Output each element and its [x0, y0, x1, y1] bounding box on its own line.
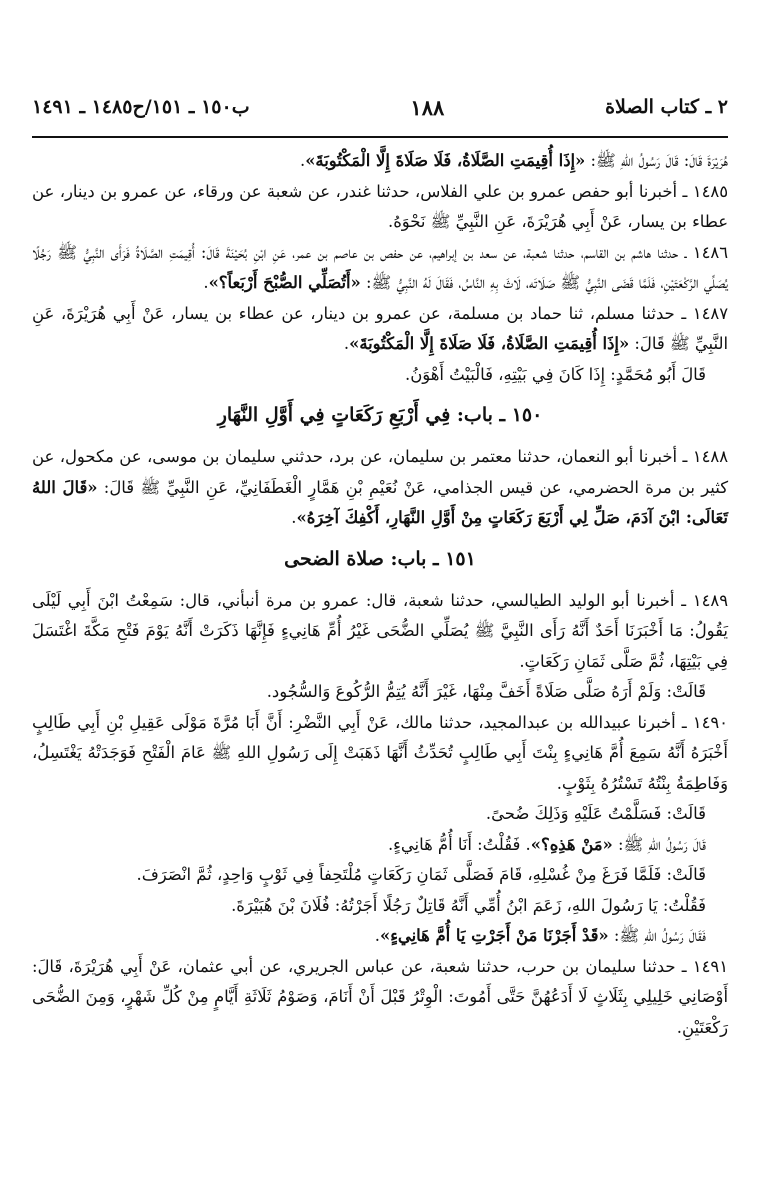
paragraph-text: قَالَ رَسُولُ اللهِ ﷺ: [612, 834, 706, 854]
hadith-paragraph [32, 442, 728, 534]
prophetic-quote: «إِذَا أُقِيمَتِ الصَّلَاةُ، فَلَا صَلَاةَ إِلَّا الْمَكْتُوبَةَ» [349, 334, 630, 353]
hadith-paragraph [32, 360, 728, 391]
paragraph-text: ١٤٩١ ـ حدثنا سليمان بن حرب، حدثنا شعبة، عن عباس الجريري، عن أبي عثمان، عَنْ أَبِي هُرَيْرَةَ، قَالَ: أَوْصَانِي خَلِيلِي بِثَلَاثٍ لَا أَدَعُهُنَّ حَتَّى أَمُوتَ: الْوِتْرُ قَبْلَ أَنْ أَنَامَ، وَصَوْمُ ثَلَاثَةِ أَيَّامٍ مِنْ كُلِّ شَهْرٍ، وَمِنَ الضُّحَى رَكْعَتَيْنِ. [32, 956, 728, 1037]
page-header [32, 92, 728, 122]
hadith-paragraph [32, 238, 728, 299]
paragraph-text: قَالَتْ: فَسَلَّمْتُ عَلَيْهِ وَذَلِكَ ضُحىً. [485, 804, 706, 823]
section-intro [32, 146, 728, 390]
prophetic-quote: «قَالَ اللهُ تَعَالَى: ابْنَ آدَمَ، صَلِّ لِي أَرْبَعَ رَكَعَاتٍ مِنْ أَوَّلِ النَّهَارِ، أَكْفِكَ آخِرَهُ» [32, 477, 728, 527]
prophetic-quote: «إِذَا أُقِيمَتِ الصَّلَاةُ، فَلَا صَلَاةَ إِلَّا الْمَكْتُوبَةَ» [305, 151, 586, 170]
paragraph-text: قَالَ أَبُو مُحَمَّدٍ: إِذَا كَانَ فِي بَيْتِهِ، فَالْبَيْتُ أَهْوَنُ. [405, 364, 706, 384]
section-151 [32, 586, 728, 1044]
paragraph-text: ١٤٨٨ ـ أخبرنا أبو النعمان، حدثنا معتمر بن سليمان، عن برد، حدثني سليمان بن موسى، عن مكحول، عن كثير بن مرة الحضرمي، عن قيس الجذامي، عَنْ نُعَيْمِ بْنِ هَمَّارٍ الْغَطَفَانِيِّ، عَنِ النَّبِيِّ ﷺ قَالَ: [32, 447, 729, 497]
paragraph-text: فَقُلْتُ: يَا رَسُولَ اللهِ، زَعَمَ ابْنُ أُمِّي أَنَّهُ قَاتِلٌ رَجُلًا أَجَرْتُهُ: فُلَانَ بْنَ هُبَيْرَةَ. [231, 895, 706, 915]
paragraph-text: . [299, 151, 306, 170]
paragraph-text: . [203, 273, 209, 292]
hadith-paragraph [32, 891, 728, 922]
hadith-paragraph [32, 830, 728, 861]
hadith-paragraph [32, 708, 728, 800]
paragraph-text: ١٤٨٦ ـ حدثنا هاشم بن القاسم، حدثنا شعبة، عن سعد بن إبراهيم، عن حفص بن عاصم بن عمر، عَنِ ابْنِ بُحَيْنَةَ قَالَ: أُقِيمَتِ الصَّلَاةُ فَرَأَى النَّبِيُّ ﷺ رَجُلًا يُصَلِّي الرَّكْعَتَيْنِ، فَلَمَّا قَضَى النَّبِيُّ ﷺ صَلَاتَه، لَاثَ بِهِ النَّاسُ، فَقَالَ لَهُ النَّبِيُّ ﷺ: [32, 242, 728, 292]
paragraph-text: ١٤٨٧ ـ حدثنا مسلم، ثنا حماد بن مسلمة، عن عمرو بن دينار، عن عطاء بن يسار، عَنْ أَبِي هُرَيْرَةَ، عَنِ النَّبِيِّ ﷺ قَالَ: [32, 303, 728, 353]
hadith-paragraph [32, 177, 728, 238]
prophetic-quote: «أَتُصَلِّي الصُّبْحَ أَرْبَعاً؟» [208, 273, 361, 292]
hadith-paragraph [32, 952, 728, 1044]
hadith-paragraph [32, 299, 728, 360]
paragraph-text: قَالَتْ: فَلَمَّا فَرَغَ مِنْ غُسْلِهِ، قَامَ فَصَلَّى ثَمَانِ رَكَعَاتٍ مُلْتَحِفاً فِي ثَوْبٍ وَاحِدٍ، ثُمَّ انْصَرَفَ. [136, 865, 706, 884]
header-rule [32, 136, 728, 138]
chapter-151-title: ١٥١ ـ باب: صلاة الضحى [284, 547, 476, 570]
hadith-paragraph [32, 799, 728, 830]
prophetic-quote: «مَنْ هَذِهِ؟» [530, 834, 613, 854]
header-book-title: ٢ ـ كتاب الصلاة [605, 96, 728, 118]
paragraph-text: قَالَتْ: وَلَمْ أَرَهُ صَلَّى صَلَاةً أَخَفَّ مِنْهَا، غَيْرَ أَنَّهُ يُتِمُّ الرُّكُوعَ وَالسُّجُود. [266, 682, 706, 701]
page-number: ١٨٨ [410, 94, 445, 120]
paragraph-text: ١٤٨٥ ـ أخبرنا أبو حفص عمرو بن علي الفلاس، حدثنا غندر، عن شعبة عن ورقاء، عن عمرو بن دينار، عن عطاء بن يسار، عَنْ أَبِي هُرَيْرَةَ، عَنِ النَّبِيِّ ﷺ نَحْوَهُ. [32, 181, 728, 231]
paragraph-text: هُرَيْرَةَ قَالَ: قَالَ رَسُولُ اللهِ ﷺ: [585, 151, 728, 170]
paragraph-text: . [291, 508, 297, 527]
hadith-paragraph [32, 586, 728, 678]
paragraph-text: فَقَالَ رَسُولُ اللهِ ﷺ: [608, 926, 706, 945]
chapter-150-title: ١٥٠ ـ باب: فِي أَرْبَعِ رَكَعَاتٍ فِي أَوَّلِ النَّهَارِ [217, 404, 543, 426]
paragraph-text: . فَقُلْتُ: أَنَا أُمُّ هَانِيءٍ. [387, 834, 531, 854]
hadith-paragraph [32, 146, 728, 177]
paragraph-text: . [343, 334, 350, 353]
header-range: ب١٥٠ ـ ١٥١/ح١٤٨٥ ـ ١٤٩١ [32, 96, 250, 118]
paragraph-text: ١٤٨٩ ـ أخبرنا أبو الوليد الطيالسي، حدثنا شعبة، قال: عمرو بن مرة أنبأني، قال: سَمِعْتُ ابْنَ أَبِي لَيْلَى يَقُولُ: مَا أَخْبَرَنَا أَحَدٌ أَنَّهُ رَأَى النَّبِيَّ ﷺ يُصَلِّي الضُّحَى غَيْرُ أُمِّ هَانِيءٍ فَإِنَّهَا ذَكَرَتْ أَنَّهُ يَوْمَ فَتْحِ مَكَّةَ اغْتَسَلَ فِي بَيْتِهَا، ثُمَّ صَلَّى ثَمَانِ رَكَعَاتٍ. [32, 590, 728, 671]
prophetic-quote: «قَدْ أَجَرْنَا مَنْ أَجَرْتِ يَا أُمَّ هَانِيءٍ» [379, 926, 609, 945]
paragraph-text: . [374, 926, 380, 945]
paragraph-text: ١٤٩٠ ـ أخبرنا عبيدالله بن عبدالمجيد، حدثنا مالك، عَنْ أَبِي النَّضْرِ: أَنَّ أَبَا مُرَّةَ مَوْلَى عَقِيلِ بْنِ أَبِي طَالِبٍ أَخْبَرَهُ أَنَّهُ سَمِعَ أُمَّ هَانِيءٍ بِنْتَ أَبِي طَالِبٍ تُحَدِّثُ أَنَّهَا ذَهَبَتْ إِلَى رَسُولِ اللهِ ﷺ عَامَ الْفَتْحِ فَوَجَدَتْهُ يَغْتَسِلُ، وَفَاطِمَةُ بِنْتُهُ تَسْتُرُهُ بِثَوْبٍ. [32, 712, 728, 793]
section-150 [32, 442, 728, 534]
page-body [32, 146, 728, 1043]
hadith-paragraph [32, 677, 728, 708]
hadith-paragraph [32, 921, 728, 952]
hadith-paragraph [32, 860, 728, 891]
